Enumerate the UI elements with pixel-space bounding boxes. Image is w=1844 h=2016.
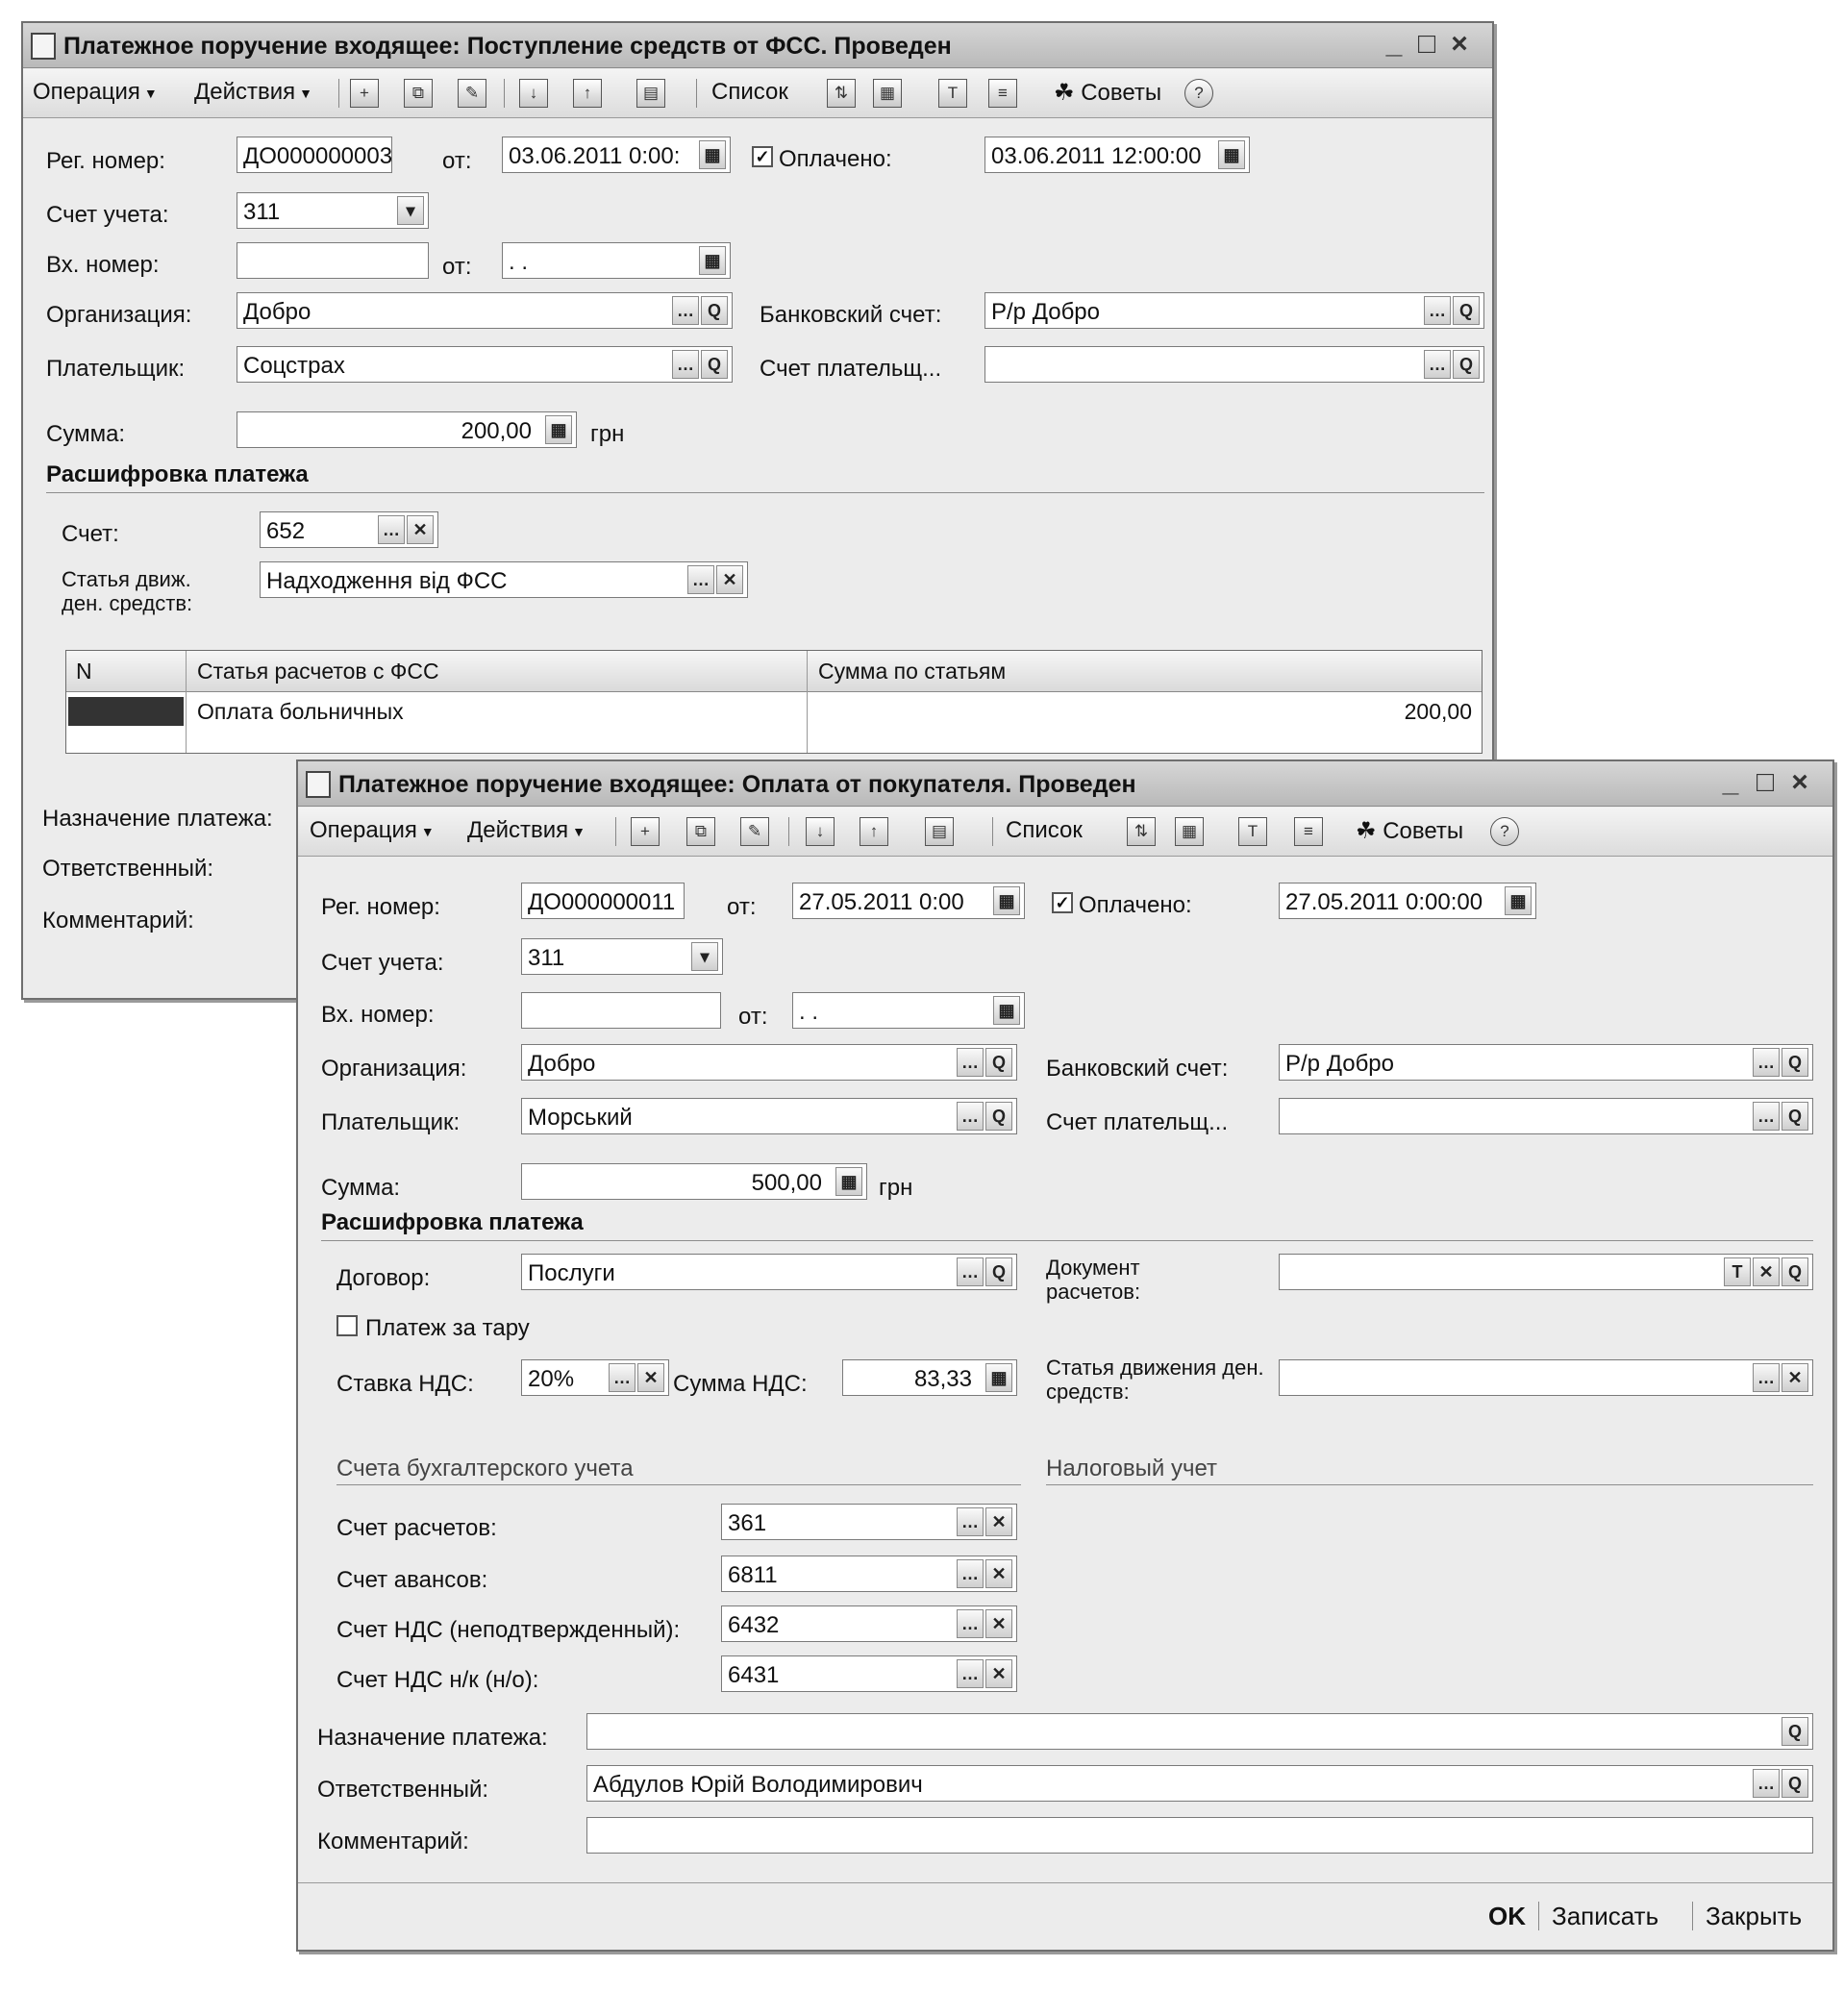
list-button[interactable]: Список <box>1006 817 1083 843</box>
paid-label: Оплачено: <box>1079 892 1192 918</box>
comment-label: Комментарий: <box>42 908 194 933</box>
structure-icon[interactable]: ▤ <box>925 817 954 846</box>
payer-label: Плательщик: <box>46 356 186 382</box>
type-icon[interactable]: T <box>1724 1257 1751 1286</box>
close-icon[interactable]: × <box>1791 766 1808 798</box>
search-icon[interactable]: Q <box>985 1257 1012 1286</box>
help-icon[interactable]: ? <box>1490 817 1519 846</box>
accounting-accounts-heading: Счета бухгалтерского учета <box>336 1456 634 1481</box>
purpose-field[interactable] <box>586 1713 1813 1750</box>
select-icon[interactable]: … <box>1753 1769 1780 1798</box>
breakdown-account-field[interactable]: 652 … ✕ <box>260 511 438 548</box>
incoming-date-field[interactable]: . . ▦ <box>502 242 731 279</box>
unpost-icon[interactable]: ↑ <box>573 79 602 108</box>
select-icon[interactable]: … <box>1753 1363 1780 1392</box>
cash-flow-item-field[interactable]: Надходження від ФСС … ✕ <box>260 561 748 598</box>
reg-number-field[interactable]: ДО000000003 <box>237 137 392 173</box>
help-icon[interactable]: ? <box>1184 79 1213 108</box>
close-button[interactable]: Закрыть <box>1706 1902 1803 1930</box>
payer-field[interactable]: Соцстрах … Q <box>237 346 733 383</box>
incoming-date-field[interactable]: . . ▦ <box>792 992 1025 1029</box>
minimize-icon[interactable]: _ <box>1385 28 1403 60</box>
select-icon[interactable]: … <box>957 1559 984 1588</box>
fss-items-table <box>65 650 1483 754</box>
bank-account-field[interactable]: Р/р Добро … Q <box>984 292 1484 329</box>
vat-unconfirmed-label: Счет НДС (неподтвержденный): <box>336 1617 681 1643</box>
currency-label: грн <box>590 421 625 447</box>
vat-tax-credit-field[interactable]: 6431 … ✕ <box>721 1655 1017 1692</box>
search-icon[interactable]: Q <box>1782 1769 1808 1798</box>
document-icon <box>31 33 56 60</box>
document-icon <box>306 771 331 798</box>
search-icon[interactable]: Q <box>1782 1048 1808 1077</box>
section-divider <box>336 1484 1021 1485</box>
search-icon[interactable]: Q <box>1782 1717 1808 1746</box>
search-icon[interactable]: Q <box>701 296 728 325</box>
toolbar-separator <box>504 79 505 108</box>
incoming-from-label: от: <box>442 254 472 280</box>
date-field[interactable]: 27.05.2011 0:00 ▦ <box>792 883 1025 919</box>
select-icon[interactable]: … <box>687 565 714 594</box>
organization-field[interactable]: Добро … Q <box>521 1044 1017 1081</box>
select-icon[interactable]: … <box>957 1659 984 1688</box>
paid-checkbox[interactable]: ✓ <box>1052 892 1073 913</box>
from-label: от: <box>442 148 472 174</box>
sort-icon[interactable]: ⇅ <box>1127 817 1156 846</box>
dropdown-icon[interactable]: ▾ <box>691 942 718 971</box>
footer-divider <box>298 1882 1832 1883</box>
paid-checkbox[interactable]: ✓ <box>752 146 773 167</box>
incoming-number-field[interactable] <box>237 242 429 279</box>
reg-number-field[interactable]: ДО000000011 <box>521 883 685 919</box>
responsible-label: Ответственный: <box>42 856 214 882</box>
button-separator <box>1692 1902 1693 1930</box>
search-icon[interactable]: Q <box>985 1048 1012 1077</box>
select-icon[interactable]: … <box>1424 350 1451 379</box>
minimize-icon[interactable]: _ <box>1722 766 1739 798</box>
clear-icon[interactable]: ✕ <box>985 1659 1012 1688</box>
window-customer-payment <box>296 759 1834 1952</box>
sum-label: Сумма: <box>46 421 126 447</box>
toolbar <box>298 808 1832 857</box>
save-button[interactable]: Записать <box>1552 1902 1659 1930</box>
add-icon[interactable]: + <box>350 79 379 108</box>
vat-sum-label: Сумма НДС: <box>673 1371 808 1397</box>
section-divider <box>321 1240 1813 1241</box>
copy-icon[interactable]: ⧉ <box>686 817 715 846</box>
edit-icon[interactable]: ✎ <box>740 817 769 846</box>
structure-icon[interactable]: ▤ <box>636 79 665 108</box>
column-divider <box>807 651 808 753</box>
advance-account-label: Счет авансов: <box>336 1567 488 1593</box>
dropdown-icon[interactable]: ▾ <box>397 196 424 225</box>
calculator-icon[interactable]: ▦ <box>835 1167 862 1196</box>
select-icon[interactable]: … <box>1753 1102 1780 1131</box>
select-icon[interactable]: … <box>957 1102 984 1131</box>
calendar-icon[interactable]: ▦ <box>699 246 726 275</box>
column-header-item[interactable]: Статья расчетов с ФСС <box>197 659 439 684</box>
title-bar <box>23 23 1492 68</box>
paid-date-field[interactable]: 03.06.2011 12:00:00 ▦ <box>984 137 1250 173</box>
payer-field[interactable]: Морський … Q <box>521 1098 1017 1134</box>
advance-account-field[interactable]: 6811 … ✕ <box>721 1556 1017 1592</box>
breakdown-account-label: Счет: <box>62 521 119 547</box>
purpose-label: Назначение платежа: <box>42 806 273 832</box>
calculator-icon[interactable]: ▦ <box>545 415 572 444</box>
cash-flow-item-label: Статья движ. ден. средств: <box>62 567 193 615</box>
incoming-number-label: Вх. номер: <box>321 1002 435 1028</box>
journal-icon[interactable]: ≡ <box>1294 817 1323 846</box>
column-header-n[interactable]: N <box>76 659 92 684</box>
section-divider <box>1046 1484 1813 1485</box>
menu-actions[interactable]: Действия ▼ <box>194 79 313 105</box>
responsible-field[interactable]: Абдулов Юрій Володимирович … Q <box>586 1765 1813 1802</box>
tare-payment-label: Платеж за тару <box>365 1315 530 1341</box>
row-marker[interactable] <box>68 697 184 726</box>
vat-rate-label: Ставка НДС: <box>336 1371 474 1397</box>
account-field[interactable]: 311 ▾ <box>521 938 723 975</box>
select-icon[interactable]: … <box>672 350 699 379</box>
print-icon[interactable]: ▦ <box>873 79 902 108</box>
window-title: Платежное поручение входящее: Оплата от покупателя. Проведен <box>338 771 1136 798</box>
toolbar-separator <box>338 79 339 108</box>
unpost-icon[interactable]: ↑ <box>860 817 888 846</box>
responsible-label: Ответственный: <box>317 1777 489 1803</box>
window-title: Платежное поручение входящее: Поступление средств от ФСС. Проведен <box>63 33 952 60</box>
purpose-label: Назначение платежа: <box>317 1725 548 1751</box>
payer-account-label: Счет плательщ... <box>760 356 942 382</box>
settlement-document-field[interactable] <box>1279 1254 1813 1290</box>
settlement-account-field[interactable]: 361 … ✕ <box>721 1504 1017 1540</box>
calendar-icon[interactable]: ▦ <box>1218 140 1245 169</box>
select-icon[interactable]: … <box>957 1507 984 1536</box>
post-icon[interactable]: ↓ <box>806 817 835 846</box>
select-icon[interactable]: … <box>672 296 699 325</box>
table-header <box>66 651 1482 692</box>
incoming-from-label: от: <box>738 1004 768 1030</box>
reg-number-label: Рег. номер: <box>321 894 440 920</box>
calendar-icon[interactable]: ▦ <box>993 996 1020 1025</box>
currency-label: грн <box>879 1175 913 1201</box>
select-icon[interactable]: … <box>378 515 405 544</box>
ok-button[interactable]: OK <box>1488 1902 1526 1930</box>
button-separator <box>1538 1902 1539 1930</box>
vat-rate-field[interactable]: 20% … ✕ <box>521 1359 669 1396</box>
payment-breakdown-heading: Расшифровка платежа <box>321 1209 584 1235</box>
date-field[interactable]: 03.06.2011 0:00: ▦ <box>502 137 731 173</box>
payer-label: Плательщик: <box>321 1109 461 1135</box>
from-label: от: <box>727 894 757 920</box>
print-icon[interactable]: ▦ <box>1175 817 1204 846</box>
bank-account-field[interactable]: Р/р Добро … Q <box>1279 1044 1813 1081</box>
clear-icon[interactable]: ✕ <box>1753 1257 1780 1286</box>
comment-label: Комментарий: <box>317 1829 469 1854</box>
organization-field[interactable]: Добро … Q <box>237 292 733 329</box>
sum-field[interactable]: 500,00 ▦ <box>521 1163 867 1200</box>
payer-account-label: Счет плательщ... <box>1046 1109 1229 1135</box>
account-field[interactable]: 311 ▾ <box>237 192 429 229</box>
contract-label: Договор: <box>336 1265 431 1291</box>
maximize-icon[interactable]: □ <box>1756 766 1775 798</box>
title-bar <box>298 761 1832 807</box>
select-icon[interactable]: … <box>957 1257 984 1286</box>
paid-label: Оплачено: <box>779 146 892 172</box>
sort-icon[interactable]: ⇅ <box>827 79 856 108</box>
clear-icon[interactable]: ✕ <box>985 1507 1012 1536</box>
settlement-account-label: Счет расчетов: <box>336 1515 497 1541</box>
clear-icon[interactable]: ✕ <box>407 515 434 544</box>
search-icon[interactable]: Q <box>1782 1102 1808 1131</box>
select-icon[interactable]: … <box>1753 1048 1780 1077</box>
menu-operation[interactable]: Операция ▼ <box>33 79 158 105</box>
paid-date-field[interactable]: 27.05.2011 0:00:00 ▦ <box>1279 883 1536 919</box>
table-row-item[interactable]: Оплата больничных <box>197 699 404 724</box>
vat-tax-credit-label: Счет НДС н/к (н/о): <box>336 1667 539 1693</box>
toolbar-separator <box>992 817 993 846</box>
vat-sum-field[interactable]: 83,33 ▦ <box>842 1359 1017 1396</box>
search-icon[interactable]: Q <box>1453 296 1480 325</box>
search-icon[interactable]: Q <box>701 350 728 379</box>
clear-icon[interactable]: ✕ <box>716 565 743 594</box>
select-icon[interactable]: … <box>609 1363 635 1392</box>
close-icon[interactable]: × <box>1451 28 1468 60</box>
toolbar <box>23 69 1492 118</box>
bank-account-label: Банковский счет: <box>760 302 942 328</box>
cash-flow-item-field[interactable] <box>1279 1359 1813 1396</box>
payment-breakdown-heading: Расшифровка платежа <box>46 461 309 487</box>
payer-account-field[interactable] <box>984 346 1484 383</box>
settlement-document-label: Документ расчетов: <box>1046 1256 1141 1304</box>
calendar-icon[interactable]: ▦ <box>1505 886 1532 915</box>
text-mode-icon[interactable]: T <box>938 79 967 108</box>
search-icon[interactable]: Q <box>985 1102 1012 1131</box>
column-header-sum[interactable]: Сумма по статьям <box>818 659 1007 684</box>
reg-number-label: Рег. номер: <box>46 148 165 174</box>
calendar-icon[interactable]: ▦ <box>993 886 1020 915</box>
table-row-sum[interactable]: 200,00 <box>1404 699 1472 724</box>
post-icon[interactable]: ↓ <box>519 79 548 108</box>
account-label: Счет учета: <box>46 202 169 228</box>
copy-icon[interactable]: ⧉ <box>404 79 433 108</box>
section-divider <box>46 492 1484 493</box>
journal-icon[interactable]: ≡ <box>988 79 1017 108</box>
vat-unconfirmed-field[interactable]: 6432 … ✕ <box>721 1605 1017 1642</box>
tare-payment-checkbox[interactable] <box>336 1315 358 1336</box>
clear-icon[interactable]: ✕ <box>985 1609 1012 1638</box>
contract-field[interactable]: Послуги … Q <box>521 1254 1017 1290</box>
clear-icon[interactable]: ✕ <box>1782 1363 1808 1392</box>
toolbar-separator <box>788 817 789 846</box>
tips-button[interactable]: ☘ Советы <box>1356 818 1464 844</box>
tips-icon: ☘ <box>1054 80 1075 106</box>
payer-account-field[interactable] <box>1279 1098 1813 1134</box>
select-icon[interactable]: … <box>957 1609 984 1638</box>
tips-button[interactable]: ☘ Советы <box>1054 80 1162 106</box>
add-icon[interactable]: + <box>631 817 660 846</box>
sum-field[interactable]: 200,00 ▦ <box>237 411 577 448</box>
menu-operation[interactable]: Операция ▼ <box>310 817 435 843</box>
toolbar-separator <box>615 817 616 846</box>
bank-account-label: Банковский счет: <box>1046 1056 1229 1082</box>
menu-actions[interactable]: Действия ▼ <box>467 817 586 843</box>
column-divider <box>186 651 187 753</box>
organization-label: Организация: <box>321 1056 467 1082</box>
maximize-icon[interactable]: □ <box>1417 28 1436 60</box>
tips-icon: ☘ <box>1356 818 1377 844</box>
select-icon[interactable]: … <box>1424 296 1451 325</box>
search-icon[interactable]: Q <box>1453 350 1480 379</box>
clear-icon[interactable]: ✕ <box>985 1559 1012 1588</box>
cash-flow-item-label: Статья движения ден. средств: <box>1046 1356 1264 1404</box>
incoming-number-field[interactable] <box>521 992 721 1029</box>
sum-label: Сумма: <box>321 1175 401 1201</box>
search-icon[interactable]: Q <box>1782 1257 1808 1286</box>
select-icon[interactable]: … <box>957 1048 984 1077</box>
tax-accounting-heading: Налоговый учет <box>1046 1456 1217 1481</box>
toolbar-separator <box>696 79 697 108</box>
incoming-number-label: Вх. номер: <box>46 252 160 278</box>
text-mode-icon[interactable]: T <box>1238 817 1267 846</box>
clear-icon[interactable]: ✕ <box>637 1363 664 1392</box>
edit-icon[interactable]: ✎ <box>458 79 486 108</box>
list-button[interactable]: Список <box>711 79 788 105</box>
account-label: Счет учета: <box>321 950 444 976</box>
calculator-icon[interactable]: ▦ <box>985 1363 1012 1392</box>
comment-field[interactable] <box>586 1817 1813 1854</box>
calendar-icon[interactable]: ▦ <box>699 140 726 169</box>
organization-label: Организация: <box>46 302 192 328</box>
